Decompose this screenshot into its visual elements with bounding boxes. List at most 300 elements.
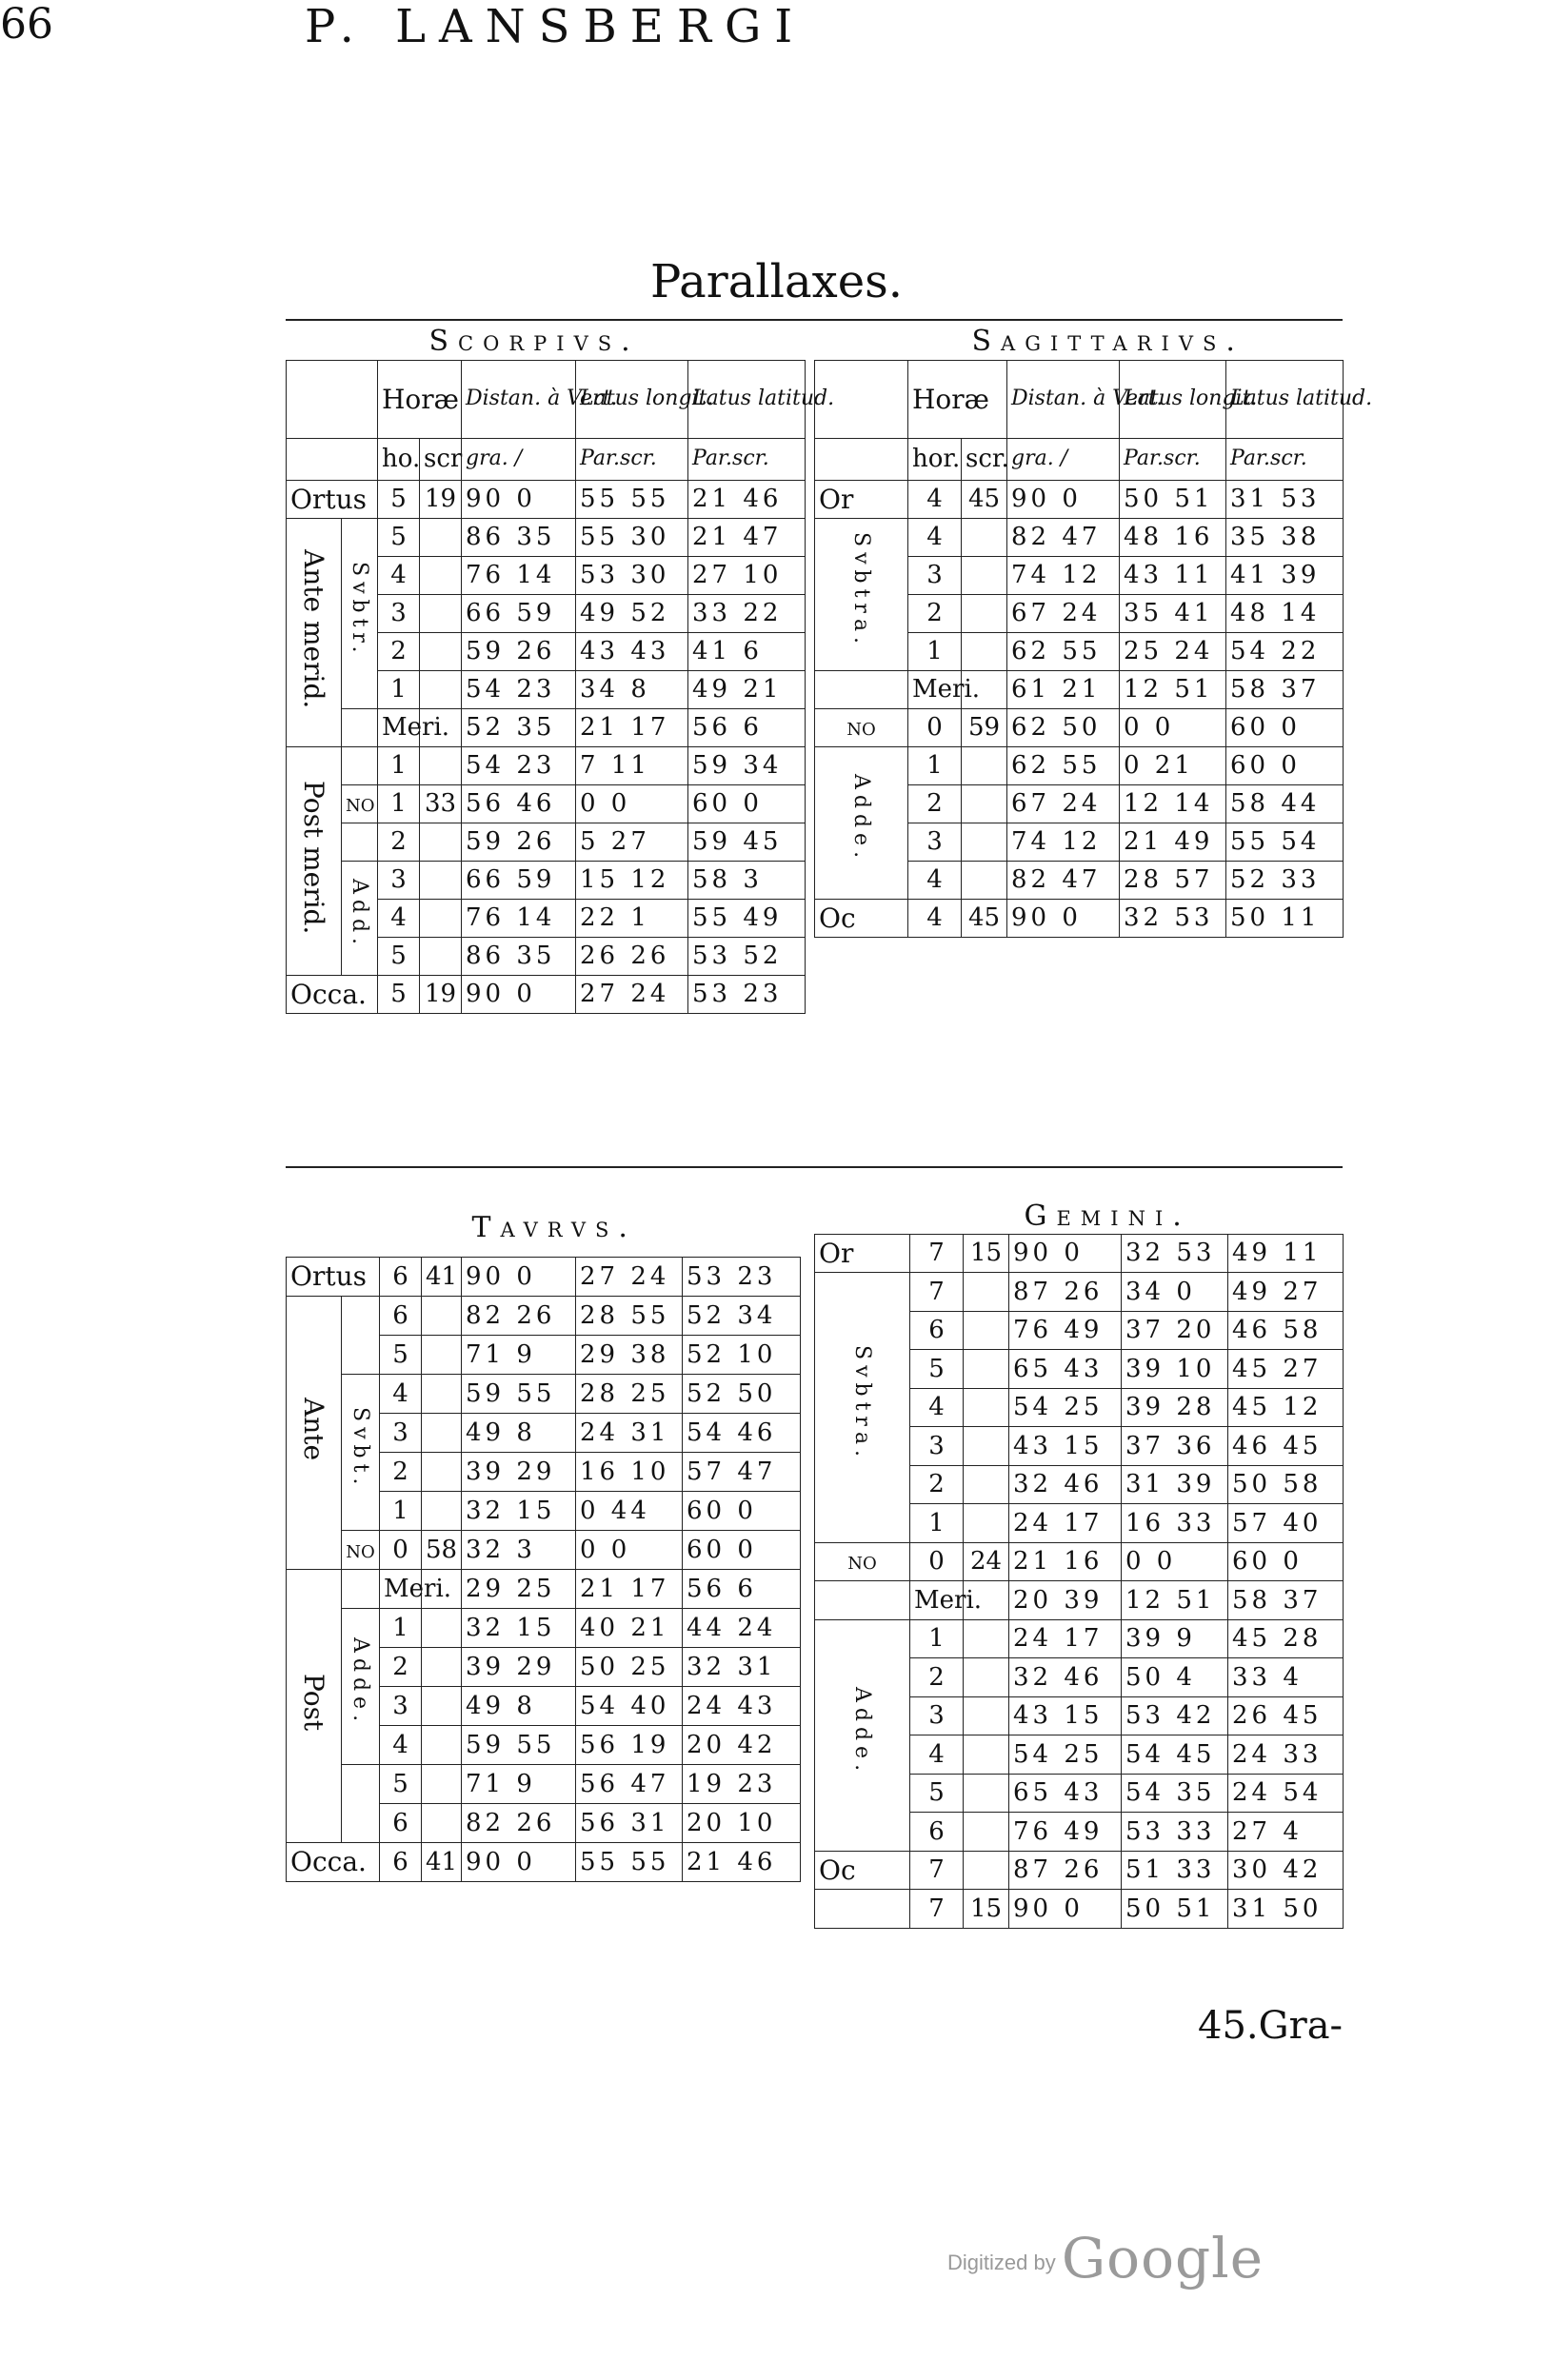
table-row (287, 1257, 801, 1296)
scorpius-ante-label (287, 518, 342, 746)
hour-cell: 5 (910, 1350, 964, 1389)
longitude-cell: 12 51 (1122, 1581, 1228, 1620)
hour-cell: 6 (380, 1803, 422, 1842)
latitude-cell: 41 6 (688, 632, 806, 670)
scruple-cell (420, 518, 462, 556)
distance-cell: 24 17 (1009, 1619, 1122, 1658)
latitude-cell: 48 14 (1226, 594, 1344, 632)
taurus-no-label (342, 1530, 380, 1569)
distance-cell: 87 26 (1009, 1851, 1122, 1890)
hour-cell: 5 (910, 1774, 964, 1813)
scruple-cell (964, 1504, 1009, 1543)
sagittarius-table (814, 324, 1373, 938)
distance-cell: 56 46 (462, 784, 576, 823)
longitude-cell: 15 12 (576, 861, 688, 899)
hour-cell: 0 (908, 708, 962, 746)
hour-cell: 3 (378, 861, 420, 899)
longitude-cell: 25 24 (1120, 632, 1226, 670)
longitude-cell: 16 33 (1122, 1504, 1228, 1543)
hour-cell: 4 (380, 1725, 422, 1764)
taurus-subt-label (342, 1374, 380, 1530)
row-label: Oc (815, 899, 908, 937)
distance-cell: 82 26 (462, 1296, 576, 1335)
scruple-cell: 15 (964, 1890, 1009, 1929)
row-label: Ortus (287, 1257, 380, 1296)
longitude-cell: 32 53 (1122, 1234, 1228, 1273)
scruple-cell (962, 632, 1007, 670)
scorpius-adde-label-text: Add. (348, 878, 371, 951)
scorpius-dist-head: Distan. à Vert. (462, 360, 576, 438)
distance-cell: 54 25 (1009, 1388, 1122, 1427)
scruple-cell (962, 861, 1007, 899)
hour-cell: 5 (378, 518, 420, 556)
scruple-cell (964, 1813, 1009, 1852)
latitude-cell: 27 10 (688, 556, 806, 594)
sagittarius-blank-head (815, 360, 908, 438)
latitude-cell: 59 34 (688, 746, 806, 784)
distance-cell: 54 25 (1009, 1735, 1122, 1775)
scruple-cell (422, 1608, 462, 1647)
latitude-cell: 55 54 (1226, 823, 1344, 861)
hour-cell: Meri. (910, 1581, 964, 1620)
hour-cell: 2 (910, 1658, 964, 1697)
scruple-cell (962, 594, 1007, 632)
distance-cell: 43 15 (1009, 1427, 1122, 1466)
hour-cell: 5 (378, 937, 420, 975)
distance-cell: 39 29 (462, 1452, 576, 1491)
row-label: Or (815, 480, 908, 518)
hour-cell: 2 (908, 784, 962, 823)
distance-cell: 82 47 (1007, 518, 1120, 556)
scruple-cell (964, 1273, 1009, 1312)
distance-cell: 32 46 (1009, 1658, 1122, 1697)
scruple-cell (962, 556, 1007, 594)
hour-cell: 4 (910, 1388, 964, 1427)
gemini-subtra-label-text: Svbtra. (850, 1345, 874, 1463)
sagittarius-adde-label (815, 746, 908, 899)
hour-cell: 4 (378, 899, 420, 937)
page-title: Parallaxes. (649, 255, 903, 308)
distance-cell: 71 9 (462, 1764, 576, 1803)
scruple-cell (962, 823, 1007, 861)
longitude-cell: 56 31 (576, 1803, 683, 1842)
hour-cell: 3 (378, 594, 420, 632)
distance-cell: 29 25 (462, 1569, 576, 1608)
taurus-ante-label-text: Ante (298, 1397, 329, 1461)
table-row (287, 823, 806, 861)
latitude-cell: 49 21 (688, 670, 806, 708)
latitude-cell: 27 4 (1228, 1813, 1344, 1852)
google-logo: Google (1061, 2226, 1264, 2291)
taurus-no-label-text: NO (346, 1541, 375, 1562)
scruple-cell (420, 861, 462, 899)
taurus-blank (342, 1296, 380, 1374)
hour-cell: 3 (908, 823, 962, 861)
scorpius-subtr-label (342, 518, 378, 708)
scruple-cell (964, 1465, 1009, 1504)
longitude-cell: 48 16 (1120, 518, 1226, 556)
scorpius-blank-unit (287, 438, 378, 480)
table-row (815, 518, 1344, 556)
distance-cell: 59 26 (462, 823, 576, 861)
hour-cell: 1 (910, 1619, 964, 1658)
longitude-cell: 21 17 (576, 1569, 683, 1608)
sagittarius-unit-lat: Par.scr. (1226, 438, 1344, 480)
latitude-cell: 33 22 (688, 594, 806, 632)
scruple-cell: 58 (422, 1530, 462, 1569)
scorpius-unit-d: gra. / (462, 438, 576, 480)
latitude-cell: 58 37 (1228, 1581, 1344, 1620)
longitude-cell: 55 55 (576, 480, 688, 518)
table-row (287, 1569, 801, 1608)
table-row (815, 1890, 1344, 1929)
table-row (815, 1851, 1344, 1890)
hour-cell: 3 (380, 1413, 422, 1452)
latitude-cell: 24 43 (683, 1686, 801, 1725)
scorpius-unit-lat: Par.scr. (688, 438, 806, 480)
hour-cell: 0 (910, 1542, 964, 1581)
latitude-cell: 50 11 (1226, 899, 1344, 937)
table-row (815, 899, 1344, 937)
latitude-cell: 35 38 (1226, 518, 1344, 556)
row-label: Occa. (287, 1842, 380, 1881)
hour-cell: 1 (380, 1608, 422, 1647)
longitude-cell: 53 30 (576, 556, 688, 594)
latitude-cell: 60 0 (683, 1491, 801, 1530)
scorpius-no-label-text: NO (346, 796, 375, 816)
longitude-cell: 0 0 (1122, 1542, 1228, 1581)
hour-cell: 4 (908, 480, 962, 518)
scruple-cell (422, 1803, 462, 1842)
hour-cell: 4 (908, 861, 962, 899)
latitude-cell: 53 23 (688, 975, 806, 1013)
scorpius-subtr-label-text: Svbtr. (348, 561, 371, 659)
taurus-subt-label-text: Svbt. (348, 1406, 372, 1491)
distance-cell: 20 39 (1009, 1581, 1122, 1620)
longitude-cell: 55 30 (576, 518, 688, 556)
sagittarius-lat-head: Latus latitud. (1226, 360, 1344, 438)
scruple-cell (422, 1296, 462, 1335)
hour-cell: 2 (380, 1647, 422, 1686)
table-row (287, 1764, 801, 1803)
hour-cell: 2 (908, 594, 962, 632)
scorpius-blank (342, 823, 378, 861)
longitude-cell: 55 55 (576, 1842, 683, 1881)
distance-cell: 66 59 (462, 594, 576, 632)
distance-cell: 90 0 (1009, 1234, 1122, 1273)
latitude-cell: 31 50 (1228, 1890, 1344, 1929)
sagittarius-unit-lon: Par.scr. (1120, 438, 1226, 480)
distance-cell: 71 9 (462, 1335, 576, 1374)
scorpius-adde-label (342, 861, 378, 975)
scruple-cell (422, 1413, 462, 1452)
middle-rule (286, 1166, 1343, 1168)
scruple-cell: 33 (420, 784, 462, 823)
distance-cell: 76 49 (1009, 1311, 1122, 1350)
distance-cell: 61 21 (1007, 670, 1120, 708)
scruple-cell (422, 1764, 462, 1803)
scruple-cell: 59 (962, 708, 1007, 746)
scruple-cell (422, 1491, 462, 1530)
running-head: P. LANSBERGI (305, 0, 806, 53)
scruple-cell: 19 (420, 975, 462, 1013)
distance-cell: 90 0 (1007, 899, 1120, 937)
latitude-cell: 45 27 (1228, 1350, 1344, 1389)
row-label: Ortus (287, 480, 378, 518)
longitude-cell: 0 0 (1120, 708, 1226, 746)
scruple-cell (422, 1452, 462, 1491)
latitude-cell: 52 10 (683, 1335, 801, 1374)
distance-cell: 67 24 (1007, 784, 1120, 823)
distance-cell: 90 0 (1007, 480, 1120, 518)
hour-cell: 3 (908, 556, 962, 594)
latitude-cell: 58 37 (1226, 670, 1344, 708)
longitude-cell: 54 45 (1122, 1735, 1228, 1775)
scruple-cell (964, 1619, 1009, 1658)
scruple-cell: 24 (964, 1542, 1009, 1581)
scruple-cell (422, 1686, 462, 1725)
sagittarius-subtr-label-text: Svbtra. (849, 531, 873, 650)
latitude-cell: 53 23 (683, 1257, 801, 1296)
longitude-cell: 50 25 (576, 1647, 683, 1686)
latitude-cell: 57 40 (1228, 1504, 1344, 1543)
scorpius-lon-head: Latus longit. (576, 360, 688, 438)
longitude-cell: 31 39 (1122, 1465, 1228, 1504)
hour-cell: 4 (908, 899, 962, 937)
row-label: Occa. (287, 975, 378, 1013)
scruple-cell (420, 670, 462, 708)
latitude-cell: 49 27 (1228, 1273, 1344, 1312)
distance-cell: 65 43 (1009, 1774, 1122, 1813)
distance-cell: 32 3 (462, 1530, 576, 1569)
distance-cell: 86 35 (462, 518, 576, 556)
scorpius-horae-head: Horæ (378, 360, 462, 438)
latitude-cell: 49 11 (1228, 1234, 1344, 1273)
latitude-cell: 54 46 (683, 1413, 801, 1452)
distance-cell: 32 46 (1009, 1465, 1122, 1504)
table-row (815, 1542, 1344, 1581)
table-row (815, 746, 1344, 784)
longitude-cell: 49 52 (576, 594, 688, 632)
table-row (287, 975, 806, 1013)
taurus-post-label-text: Post (298, 1673, 329, 1732)
longitude-cell: 50 51 (1120, 480, 1226, 518)
digitized-label: Digitized by (947, 2251, 1056, 2274)
hour-cell: 1 (378, 746, 420, 784)
distance-cell: 66 59 (462, 861, 576, 899)
scorpius-lat-head: Latus latitud. (688, 360, 806, 438)
latitude-cell: 21 47 (688, 518, 806, 556)
gemini-blank (815, 1890, 910, 1929)
latitude-cell: 58 44 (1226, 784, 1344, 823)
sagittarius-adde-label-text: Adde. (849, 774, 873, 864)
hour-cell: 1 (378, 670, 420, 708)
latitude-cell: 52 34 (683, 1296, 801, 1335)
hour-cell: 6 (380, 1842, 422, 1881)
table-row (287, 1530, 801, 1569)
distance-cell: 76 49 (1009, 1813, 1122, 1852)
longitude-cell: 28 57 (1120, 861, 1226, 899)
latitude-cell: 19 23 (683, 1764, 801, 1803)
longitude-cell: 5 27 (576, 823, 688, 861)
gemini-title: Gemini. (1024, 1200, 1191, 1234)
gemini-table (814, 1200, 1344, 1929)
distance-cell: 74 12 (1007, 823, 1120, 861)
scorpius-rows (287, 480, 806, 1013)
latitude-cell: 56 6 (683, 1569, 801, 1608)
hour-cell: 3 (910, 1427, 964, 1466)
taurus-post-label (287, 1569, 342, 1842)
distance-cell: 62 50 (1007, 708, 1120, 746)
table-row (287, 518, 806, 556)
gemini-adde-label-text: Adde. (850, 1686, 874, 1777)
gemini-rows (815, 1234, 1344, 1928)
hour-cell: 1 (908, 746, 962, 784)
scorpius-post-label (287, 746, 342, 975)
latitude-cell: 24 33 (1228, 1735, 1344, 1775)
gemini-no-label (815, 1542, 910, 1581)
longitude-cell: 26 26 (576, 937, 688, 975)
longitude-cell: 12 14 (1120, 784, 1226, 823)
latitude-cell: 26 45 (1228, 1696, 1344, 1735)
table-row (815, 1619, 1344, 1658)
hour-cell: 4 (908, 518, 962, 556)
hour-cell: 6 (910, 1813, 964, 1852)
catchword: 45.Gra- (1198, 2004, 1344, 2048)
scruple-cell (964, 1851, 1009, 1890)
longitude-cell: 34 8 (576, 670, 688, 708)
scruple-cell: 45 (962, 480, 1007, 518)
hour-cell: 7 (910, 1273, 964, 1312)
sagittarius-blank-unit (815, 438, 908, 480)
gemini-subtra-label (815, 1273, 910, 1543)
taurus-blank (342, 1764, 380, 1842)
distance-cell: 90 0 (462, 1842, 576, 1881)
scruple-cell: 41 (422, 1842, 462, 1881)
distance-cell: 59 26 (462, 632, 576, 670)
scruple-cell (420, 746, 462, 784)
distance-cell: 39 29 (462, 1647, 576, 1686)
latitude-cell: 21 46 (683, 1842, 801, 1881)
distance-cell: 82 26 (462, 1803, 576, 1842)
table-row (815, 708, 1344, 746)
hour-cell: 1 (378, 784, 420, 823)
scruple-cell: 15 (964, 1234, 1009, 1273)
scruple-cell (962, 784, 1007, 823)
longitude-cell: 24 31 (576, 1413, 683, 1452)
table-row (815, 480, 1344, 518)
longitude-cell: 16 10 (576, 1452, 683, 1491)
distance-cell: 65 43 (1009, 1350, 1122, 1389)
hour-cell: 5 (378, 480, 420, 518)
hour-cell: Meri. (908, 670, 962, 708)
scruple-cell (422, 1374, 462, 1413)
sagittarius-dist-head: Distan. à Vert. (1007, 360, 1120, 438)
scruple-cell (964, 1735, 1009, 1775)
hour-cell: 2 (380, 1452, 422, 1491)
latitude-cell: 24 54 (1228, 1774, 1344, 1813)
scorpius-no-label (342, 784, 378, 823)
sagittarius-no-label-text: NO (846, 720, 876, 740)
distance-cell: 87 26 (1009, 1273, 1122, 1312)
longitude-cell: 0 21 (1120, 746, 1226, 784)
longitude-cell: 40 21 (576, 1608, 683, 1647)
latitude-cell: 32 31 (683, 1647, 801, 1686)
row-label: Or (815, 1234, 910, 1273)
latitude-cell: 20 10 (683, 1803, 801, 1842)
hour-cell: 4 (378, 556, 420, 594)
scorpius-unit-h: ho. (378, 438, 420, 480)
row-label: Oc (815, 1851, 910, 1890)
hour-cell: 3 (380, 1686, 422, 1725)
taurus-ante-label (287, 1296, 342, 1569)
table-row (815, 670, 1344, 708)
longitude-cell: 50 4 (1122, 1658, 1228, 1697)
hour-cell: Meri. (378, 708, 420, 746)
distance-cell: 59 55 (462, 1725, 576, 1764)
gemini-no-label-text: NO (847, 1554, 877, 1575)
latitude-cell: 33 4 (1228, 1658, 1344, 1697)
latitude-cell: 41 39 (1226, 556, 1344, 594)
table-row (815, 1581, 1344, 1620)
scruple-cell (422, 1725, 462, 1764)
longitude-cell: 22 1 (576, 899, 688, 937)
hour-cell: 2 (910, 1465, 964, 1504)
scruple-cell (420, 632, 462, 670)
hour-cell: 5 (378, 975, 420, 1013)
latitude-cell: 54 22 (1226, 632, 1344, 670)
sagittarius-lon-head: Latus longit. (1120, 360, 1226, 438)
scruple-cell (420, 823, 462, 861)
table-row (287, 1842, 801, 1881)
distance-cell: 49 8 (462, 1686, 576, 1725)
scruple-cell: 41 (422, 1257, 462, 1296)
hour-cell: 5 (380, 1335, 422, 1374)
page-number: 66 (0, 0, 53, 49)
scruple-cell (964, 1388, 1009, 1427)
scorpius-table (286, 324, 835, 1014)
scorpius-title: Scorpivs. (428, 325, 640, 359)
latitude-cell: 60 0 (1228, 1542, 1344, 1581)
latitude-cell: 20 42 (683, 1725, 801, 1764)
scruple-cell (964, 1696, 1009, 1735)
distance-cell: 52 35 (462, 708, 576, 746)
taurus-title: Tavrvs. (471, 1211, 637, 1245)
sagittarius-unit-h: hor. (908, 438, 962, 480)
longitude-cell: 21 17 (576, 708, 688, 746)
gemini-meri-gap (815, 1581, 910, 1620)
taurus-table (286, 1200, 801, 1882)
scruple-cell (964, 1311, 1009, 1350)
hour-cell: 1 (910, 1504, 964, 1543)
distance-cell: 90 0 (462, 480, 576, 518)
table-row (287, 1374, 801, 1413)
latitude-cell: 30 42 (1228, 1851, 1344, 1890)
longitude-cell: 39 9 (1122, 1619, 1228, 1658)
sagittarius-no-label (815, 708, 908, 746)
longitude-cell: 50 51 (1122, 1890, 1228, 1929)
distance-cell: 82 47 (1007, 861, 1120, 899)
scruple-cell (964, 1427, 1009, 1466)
sagittarius-meri-gap (815, 670, 908, 708)
latitude-cell: 60 0 (688, 784, 806, 823)
scruple-cell (964, 1774, 1009, 1813)
longitude-cell: 53 33 (1122, 1813, 1228, 1852)
scorpius-unit-s: scr (420, 438, 462, 480)
table-row (815, 1234, 1344, 1273)
distance-cell: 90 0 (462, 975, 576, 1013)
longitude-cell: 28 55 (576, 1296, 683, 1335)
